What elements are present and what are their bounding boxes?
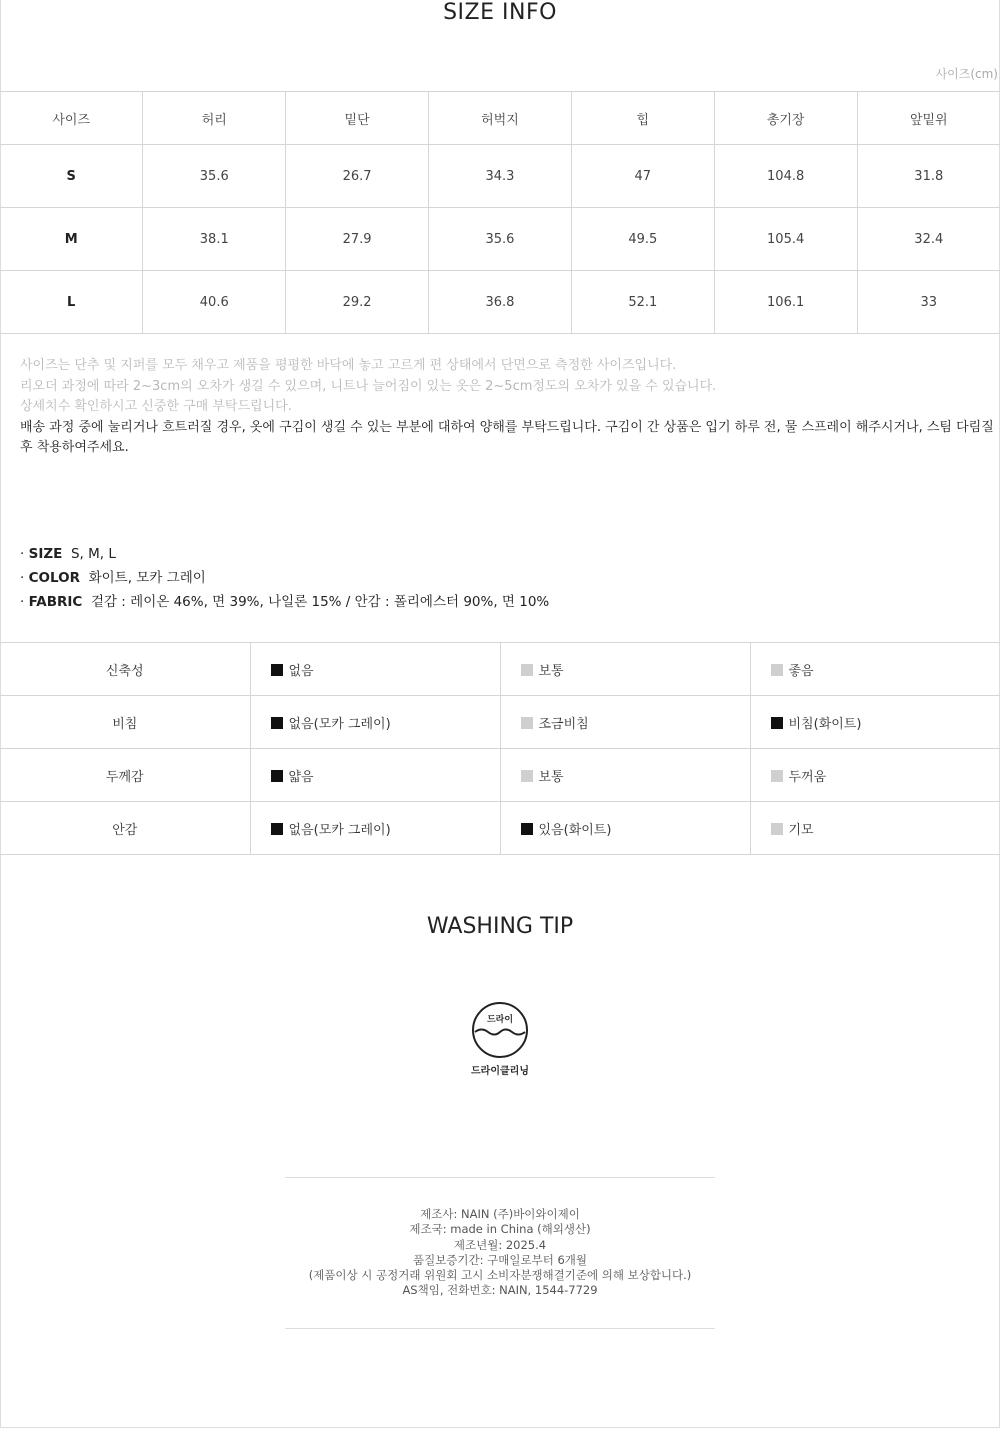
option-label: 보통 (538, 663, 564, 679)
property-option (750, 749, 1000, 802)
value-cell: 106.1 (714, 271, 857, 334)
option-label: 얇음 (288, 769, 314, 785)
footer-line: 제조국: made in China (해외생산) (409, 1222, 591, 1237)
spec-size-label: SIZE (28, 546, 63, 562)
checkbox-icon (521, 717, 533, 729)
note-line: 상세치수 확인하시고 신중한 구매 부탁드립니다. (20, 399, 292, 414)
size-notes (20, 356, 995, 459)
header-cell: 허리 (143, 92, 286, 145)
value-cell: 27.9 (286, 208, 429, 271)
spec-size: · SIZE S, M, L (20, 546, 116, 562)
size-cell: M (0, 208, 143, 271)
value-cell: 38.1 (143, 208, 286, 271)
value-cell: 34.3 (429, 145, 572, 208)
footer-line: (제품이상 시 공정거래 위원회 고시 소비자분쟁해결기준에 의해 보상합니다.) (308, 1268, 692, 1283)
value-cell: 105.4 (714, 208, 857, 271)
size-table-header (0, 92, 1000, 145)
size-cell: L (0, 271, 143, 334)
option-label: 비침(화이트) (788, 716, 862, 732)
spec-fabric-label: FABRIC (28, 594, 83, 610)
checkbox-icon (521, 770, 533, 782)
table-row (0, 749, 1000, 802)
table-row (0, 643, 1000, 696)
checkbox-icon (521, 664, 533, 676)
option-label: 없음(모카 그레이) (288, 822, 391, 838)
table-row (0, 802, 1000, 855)
property-option (500, 749, 750, 802)
footer-line: AS책임, 전화번호: NAIN, 1544-7729 (402, 1283, 598, 1298)
value-cell: 32.4 (857, 208, 1000, 271)
value-cell: 47 (571, 145, 714, 208)
spec-fabric-value: 겉감 : 레이온 46%, 면 39%, 나일론 15% / 안감 : 폴리에스터 90%, 면 10% (90, 594, 550, 610)
checkbox-icon (271, 770, 283, 782)
washing-tip-title: WASHING TIP (426, 914, 574, 939)
table-row (0, 208, 1000, 271)
option-label: 기모 (788, 822, 814, 838)
property-option (250, 696, 500, 749)
size-cell: S (0, 145, 143, 208)
size-info-title: SIZE INFO (443, 0, 557, 25)
header-cell: 허벅지 (429, 92, 572, 145)
value-cell: 49.5 (571, 208, 714, 271)
spec-color-value: 화이트, 모카 그레이 (88, 570, 206, 586)
dry-clean-icon (470, 1000, 530, 1060)
note-line: 리오더 과정에 따라 2~3cm의 오차가 생길 수 있으며, 니트나 늘어짐이 있는 옷은 2~5cm정도의 오차가 있을 수 있습니다. (20, 378, 717, 394)
manufacturer-info (0, 1207, 1000, 1299)
property-label: 비침 (0, 696, 250, 749)
header-cell: 사이즈 (0, 92, 143, 145)
option-label: 두꺼움 (788, 769, 827, 785)
checkbox-icon (771, 770, 783, 782)
property-option (750, 696, 1000, 749)
spec-size-value: S, M, L (70, 546, 116, 562)
footer-line: 제조사: NAIN (주)바이와이제이 (420, 1207, 580, 1221)
property-option (750, 802, 1000, 855)
dry-clean-icon-text: 드라이 (486, 1015, 514, 1025)
checkbox-icon (771, 717, 783, 729)
property-option (750, 643, 1000, 696)
checkbox-icon (521, 823, 533, 835)
product-spec (20, 542, 549, 614)
value-cell: 33 (857, 271, 1000, 334)
table-row (0, 696, 1000, 749)
spec-color-label: COLOR (28, 570, 80, 586)
shipping-note: 배송 과정 중에 눌리거나 흐트러질 경우, 옷에 구김이 생길 수 있는 부분에 대하여 양해를 부탁드립니다. 구김이 간 상품은 입기 하루 전, 물 스프레이 해주시거나, 스팀 다림질 후 착용하여주세요. (20, 419, 994, 455)
property-option (500, 802, 750, 855)
value-cell: 40.6 (143, 271, 286, 334)
header-cell: 총기장 (714, 92, 857, 145)
checkbox-icon (771, 823, 783, 835)
spec-color: · COLOR 화이트, 모카 그레이 (20, 570, 206, 586)
value-cell: 35.6 (143, 145, 286, 208)
value-cell: 26.7 (286, 145, 429, 208)
note-line: 사이즈는 단추 및 지퍼를 모두 채우고 제품을 평평한 바닥에 놓고 고르게 편 상태에서 단면으로 측정한 사이즈입니다. (20, 358, 677, 373)
divider (285, 1328, 715, 1329)
property-table (0, 642, 1000, 855)
property-option (500, 643, 750, 696)
property-option (250, 643, 500, 696)
checkbox-icon (271, 664, 283, 676)
spec-fabric: · FABRIC 겉감 : 레이온 46%, 면 39%, 나일론 15% / 안감 : 폴리에스터 90%, 면 10% (20, 594, 550, 610)
value-cell: 31.8 (857, 145, 1000, 208)
property-option (250, 802, 500, 855)
footer-line: 제조년월: 2025.4 (453, 1237, 547, 1252)
property-option (500, 696, 750, 749)
value-cell: 36.8 (429, 271, 572, 334)
option-label: 없음(모카 그레이) (288, 716, 391, 732)
header-cell: 힙 (571, 92, 714, 145)
option-label: 보통 (538, 769, 564, 785)
option-label: 조금비침 (538, 716, 589, 732)
checkbox-icon (271, 823, 283, 835)
size-unit-label: 사이즈(cm) (935, 67, 998, 81)
value-cell: 52.1 (571, 271, 714, 334)
value-cell: 35.6 (429, 208, 572, 271)
header-cell: 밑단 (286, 92, 429, 145)
table-row (0, 271, 1000, 334)
divider (285, 1177, 715, 1178)
size-table (0, 91, 1000, 334)
property-option (250, 749, 500, 802)
option-label: 없음 (288, 663, 314, 679)
footer-line: 품질보증기간: 구매일로부터 6개월 (412, 1252, 588, 1267)
value-cell: 104.8 (714, 145, 857, 208)
property-label: 안감 (0, 802, 250, 855)
property-label: 신축성 (0, 643, 250, 696)
table-row (0, 145, 1000, 208)
header-cell: 앞밑위 (857, 92, 1000, 145)
dry-clean-label: 드라이클리닝 (471, 1066, 529, 1077)
property-label: 두께감 (0, 749, 250, 802)
option-label: 있음(화이트) (538, 822, 612, 838)
checkbox-icon (771, 664, 783, 676)
checkbox-icon (271, 717, 283, 729)
option-label: 좋음 (788, 663, 814, 679)
value-cell: 29.2 (286, 271, 429, 334)
